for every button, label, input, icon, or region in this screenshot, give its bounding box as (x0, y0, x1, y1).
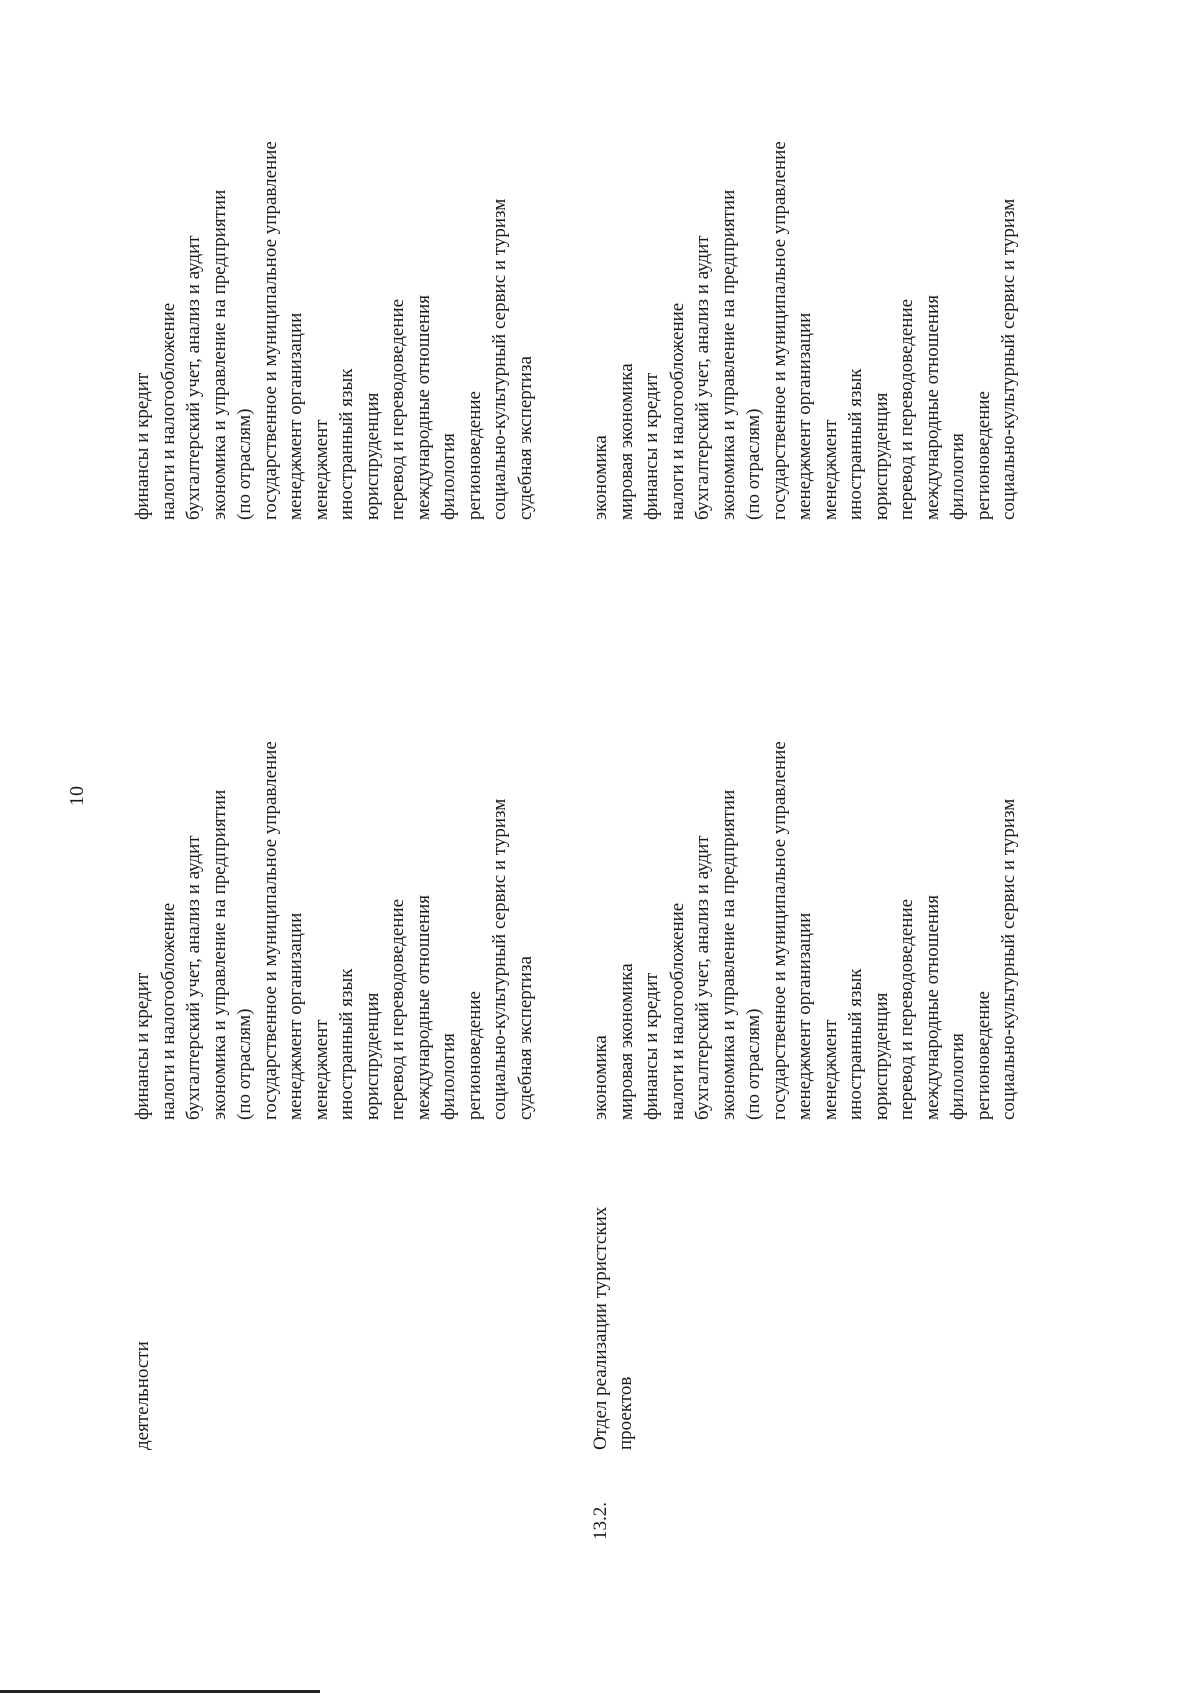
list-item: (по отраслям) (234, 1008, 255, 1120)
list-item: экономика (590, 1035, 611, 1120)
list-item: социально-культурный сервис и туризм (489, 798, 510, 1120)
list-item: филология (947, 1033, 968, 1120)
list-item: государственное и муниципальное управление (259, 141, 281, 520)
list-item: перевод и переводоведение (896, 298, 917, 520)
list-item: иностранный язык (336, 968, 357, 1120)
list-item: менеджмент организации (794, 912, 815, 1120)
list-item: иностранный язык (845, 368, 866, 520)
list-item: филология (438, 433, 459, 520)
specialty-list-b-secondary (588, 141, 1022, 520)
list-item: менеджмент (310, 419, 332, 520)
list-item: менеджмент организации (794, 312, 815, 520)
list-item: экономика и управление на предприятии (208, 789, 230, 1120)
list-item: перевод и переводоведение (387, 298, 408, 520)
list-item: иностранный язык (336, 368, 357, 520)
list-item: юриспруденция (361, 992, 383, 1120)
list-item: государственное и муниципальное управление (768, 141, 790, 520)
specialty-list-a-secondary (130, 141, 538, 520)
list-item: судебная экспертиза (514, 956, 536, 1120)
list-item: филология (438, 1033, 459, 1120)
list-item: мировая экономика (615, 363, 637, 520)
unit-number: 13.2. (590, 1502, 611, 1540)
list-item: бухгалтерский учет, анализ и аудит (692, 235, 713, 520)
list-item: юриспруденция (361, 392, 383, 520)
list-item: филология (947, 433, 968, 520)
list-item: международные отношения (921, 295, 943, 520)
list-item: судебная экспертиза (514, 356, 536, 520)
list-item: регионоведение (463, 391, 485, 520)
list-item: иностранный язык (845, 968, 866, 1120)
list-item: социально-культурный сервис и туризм (998, 198, 1019, 520)
list-item: менеджмент (819, 1019, 841, 1120)
list-item: мировая экономика (615, 963, 637, 1120)
list-item: менеджмент организации (285, 312, 306, 520)
list-item: международные отношения (412, 295, 434, 520)
list-item: менеджмент организации (285, 912, 306, 1120)
table-body (0, 120, 1019, 1540)
list-item: экономика и управление на предприятии (717, 789, 739, 1120)
list-item: (по отраслям) (743, 408, 764, 520)
list-item: социально-культурный сервис и туризм (998, 798, 1019, 1120)
list-item: бухгалтерский учет, анализ и аудит (692, 835, 713, 1120)
list-item: менеджмент (310, 1019, 332, 1120)
specialty-list-a-primary (130, 741, 538, 1120)
specialty-list-b-primary (588, 741, 1022, 1120)
list-item: социально-культурный сервис и туризм (489, 198, 510, 520)
list-item: налоги и налогообложение (157, 302, 179, 520)
scan-edge-line (0, 1690, 320, 1693)
list-item: менеджмент (819, 419, 841, 520)
list-item: регионоведение (972, 991, 994, 1120)
unit-name-continued: деятельности (132, 1341, 153, 1450)
list-item: налоги и налогообложение (666, 302, 688, 520)
list-item: экономика (590, 435, 611, 520)
list-item: экономика и управление на предприятии (717, 189, 739, 520)
list-item: финансы и кредит (641, 972, 662, 1120)
list-item: (по отраслям) (743, 1008, 764, 1120)
list-item: финансы и кредит (132, 372, 153, 520)
list-item: юриспруденция (870, 392, 892, 520)
list-item: перевод и переводоведение (387, 898, 408, 1120)
list-item: перевод и переводоведение (896, 898, 917, 1120)
list-item: экономика и управление на предприятии (208, 189, 230, 520)
unit-name-line: Отдел реализации туристских (590, 1206, 611, 1450)
page-number: 10 (66, 786, 88, 806)
rotated-table (0, 120, 1019, 1540)
list-item: (по отраслям) (234, 408, 255, 520)
list-item: финансы и кредит (132, 972, 153, 1120)
list-item: регионоведение (463, 991, 485, 1120)
list-item: финансы и кредит (641, 372, 662, 520)
list-item: государственное и муниципальное управление (768, 741, 790, 1120)
list-item: юриспруденция (870, 992, 892, 1120)
list-item: бухгалтерский учет, анализ и аудит (183, 835, 204, 1120)
unit-name-line: проектов (615, 1376, 636, 1450)
list-item: государственное и муниципальное управление (259, 741, 281, 1120)
list-item: международные отношения (921, 895, 943, 1120)
list-item: бухгалтерский учет, анализ и аудит (183, 235, 204, 520)
list-item: международные отношения (412, 895, 434, 1120)
list-item: налоги и налогообложение (157, 902, 179, 1120)
list-item: налоги и налогообложение (666, 902, 688, 1120)
unit-name (588, 1207, 638, 1450)
list-item: регионоведение (972, 391, 994, 520)
